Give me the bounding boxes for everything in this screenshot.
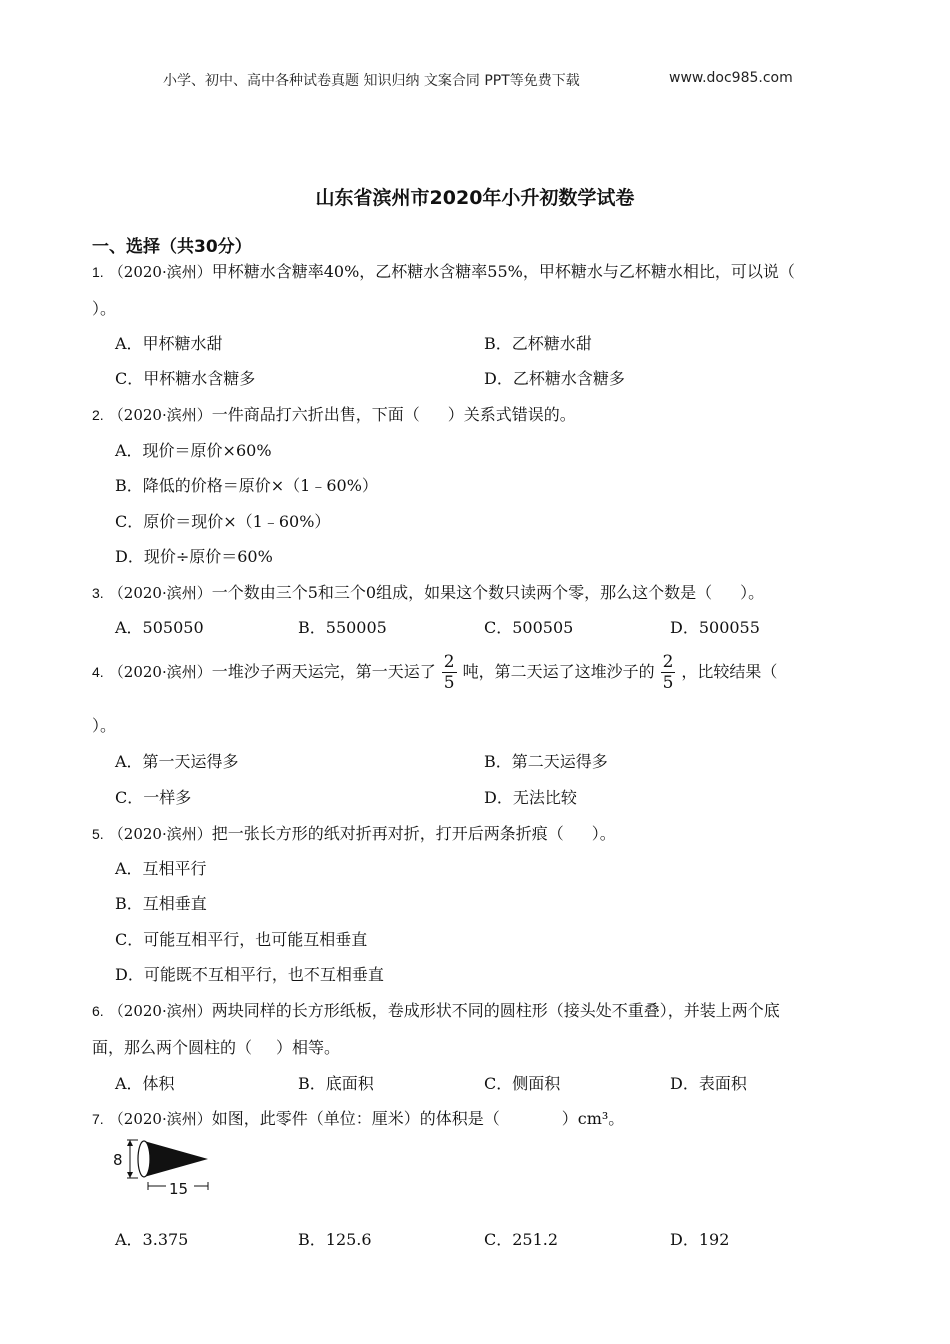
question-number: 4. <box>92 664 104 680</box>
question-source: （2020·滨州） <box>108 1002 212 1020</box>
question-source: （2020·滨州） <box>108 663 212 681</box>
question-number: 6. <box>92 1003 104 1019</box>
option-d[interactable]: D．可能既不互相平行，也不互相垂直 <box>115 965 384 984</box>
question-text: ）关系式错误的。 <box>447 405 576 424</box>
question-2 <box>92 402 576 425</box>
length-label: 15 <box>169 1180 189 1198</box>
question-3 <box>92 580 764 603</box>
question-text: ，比较结果（ <box>681 662 778 681</box>
question-text: 一件商品打六折出售，下面（ <box>211 405 420 424</box>
question-text: ）。 <box>740 583 765 602</box>
question-text: 甲杯糖水含糖率40%，乙杯糖水含糖率55%，甲杯糖水与乙杯糖水相比，可以说（ <box>211 262 795 281</box>
question-5 <box>92 821 616 844</box>
option-b[interactable]: B．第二天运得多 <box>484 752 608 771</box>
option-c[interactable]: C．500505 <box>484 618 574 637</box>
option-b[interactable]: B．降低的价格＝原价×（1﹣60%） <box>115 476 378 495</box>
fraction: $\frac{2}{5}$ <box>662 652 674 693</box>
option-a[interactable]: A．第一天运得多 <box>115 752 239 771</box>
option-d[interactable]: D．192 <box>670 1230 730 1249</box>
option-b[interactable]: B．125.6 <box>298 1230 372 1249</box>
option-b[interactable]: B．550005 <box>298 618 387 637</box>
question-number: 5. <box>92 826 104 842</box>
option-c[interactable]: C．侧面积 <box>484 1074 561 1093</box>
question-text: 把一张长方形的纸对折再对折，打开后两条折痕（ <box>211 824 564 843</box>
question-number: 3. <box>92 585 104 601</box>
cone-base <box>138 1141 150 1177</box>
cone-body <box>144 1141 208 1177</box>
question-number: 2. <box>92 407 104 423</box>
question-text: 两块同样的长方形纸板，卷成形状不同的圆柱形（接头处不重叠），并装上两个底 <box>211 1001 780 1020</box>
option-c[interactable]: C．可能互相平行，也可能互相垂直 <box>115 930 368 949</box>
option-c[interactable]: C．原价＝现价×（1﹣60%） <box>115 512 331 531</box>
question-1 <box>92 259 795 282</box>
height-label: 8 <box>113 1151 123 1169</box>
question-text-cont: ）。 <box>92 716 117 735</box>
option-b[interactable]: B．乙杯糖水甜 <box>484 334 592 353</box>
cone-figure <box>110 1136 220 1198</box>
question-4 <box>92 652 777 693</box>
question-6 <box>92 998 780 1021</box>
option-d[interactable]: D．无法比较 <box>484 788 577 807</box>
question-text-cont: ）。 <box>92 299 117 318</box>
option-b[interactable]: B．互相垂直 <box>115 894 207 913</box>
option-d[interactable]: D．表面积 <box>670 1074 747 1093</box>
option-a[interactable]: A．互相平行 <box>115 859 207 878</box>
header-website: www.doc985.com <box>669 70 793 86</box>
question-text: ）cm³。 <box>561 1109 625 1128</box>
option-a[interactable]: A．现价＝原价×60% <box>115 441 272 460</box>
question-text-cont: 面，那么两个圆柱的（ ）相等。 <box>92 1038 341 1057</box>
question-number: 1. <box>92 264 104 280</box>
question-source: （2020·滨州） <box>108 825 212 843</box>
section-heading: 一、选择（共30分） <box>92 237 252 257</box>
option-a[interactable]: A．505050 <box>115 618 204 637</box>
question-text: 如图，此零件（单位：厘米）的体积是（ <box>211 1109 500 1128</box>
question-text: 一个数由三个5和三个0组成，如果这个数只读两个零，那么这个数是（ <box>211 583 713 602</box>
question-7 <box>92 1106 624 1129</box>
page-title: 山东省滨州市2020年小升初数学试卷 <box>315 187 635 209</box>
option-c[interactable]: C．251.2 <box>484 1230 559 1249</box>
fraction: $\frac{2}{5}$ <box>443 652 455 693</box>
option-d[interactable]: D．现价÷原价＝60% <box>115 547 273 566</box>
option-d[interactable]: D．乙杯糖水含糖多 <box>484 369 625 388</box>
question-text: 吨，第二天运了这堆沙子的 <box>462 662 655 681</box>
option-c[interactable]: C．甲杯糖水含糖多 <box>115 369 256 388</box>
question-text: ）。 <box>591 824 616 843</box>
option-a[interactable]: A．3.375 <box>115 1230 189 1249</box>
question-number: 7. <box>92 1111 104 1127</box>
option-a[interactable]: A．体积 <box>115 1074 175 1093</box>
question-source: （2020·滨州） <box>108 263 212 281</box>
question-source: （2020·滨州） <box>108 584 212 602</box>
option-d[interactable]: D．500055 <box>670 618 760 637</box>
header-tagline: 小学、初中、高中各种试卷真题 知识归纳 文案合同 PPT等免费下载 <box>163 73 580 89</box>
question-source: （2020·滨州） <box>108 406 212 424</box>
question-text: 一堆沙子两天运完，第一天运了 <box>211 662 436 681</box>
option-b[interactable]: B．底面积 <box>298 1074 374 1093</box>
question-source: （2020·滨州） <box>108 1110 212 1128</box>
option-a[interactable]: A．甲杯糖水甜 <box>115 334 223 353</box>
option-c[interactable]: C．一样多 <box>115 788 192 807</box>
